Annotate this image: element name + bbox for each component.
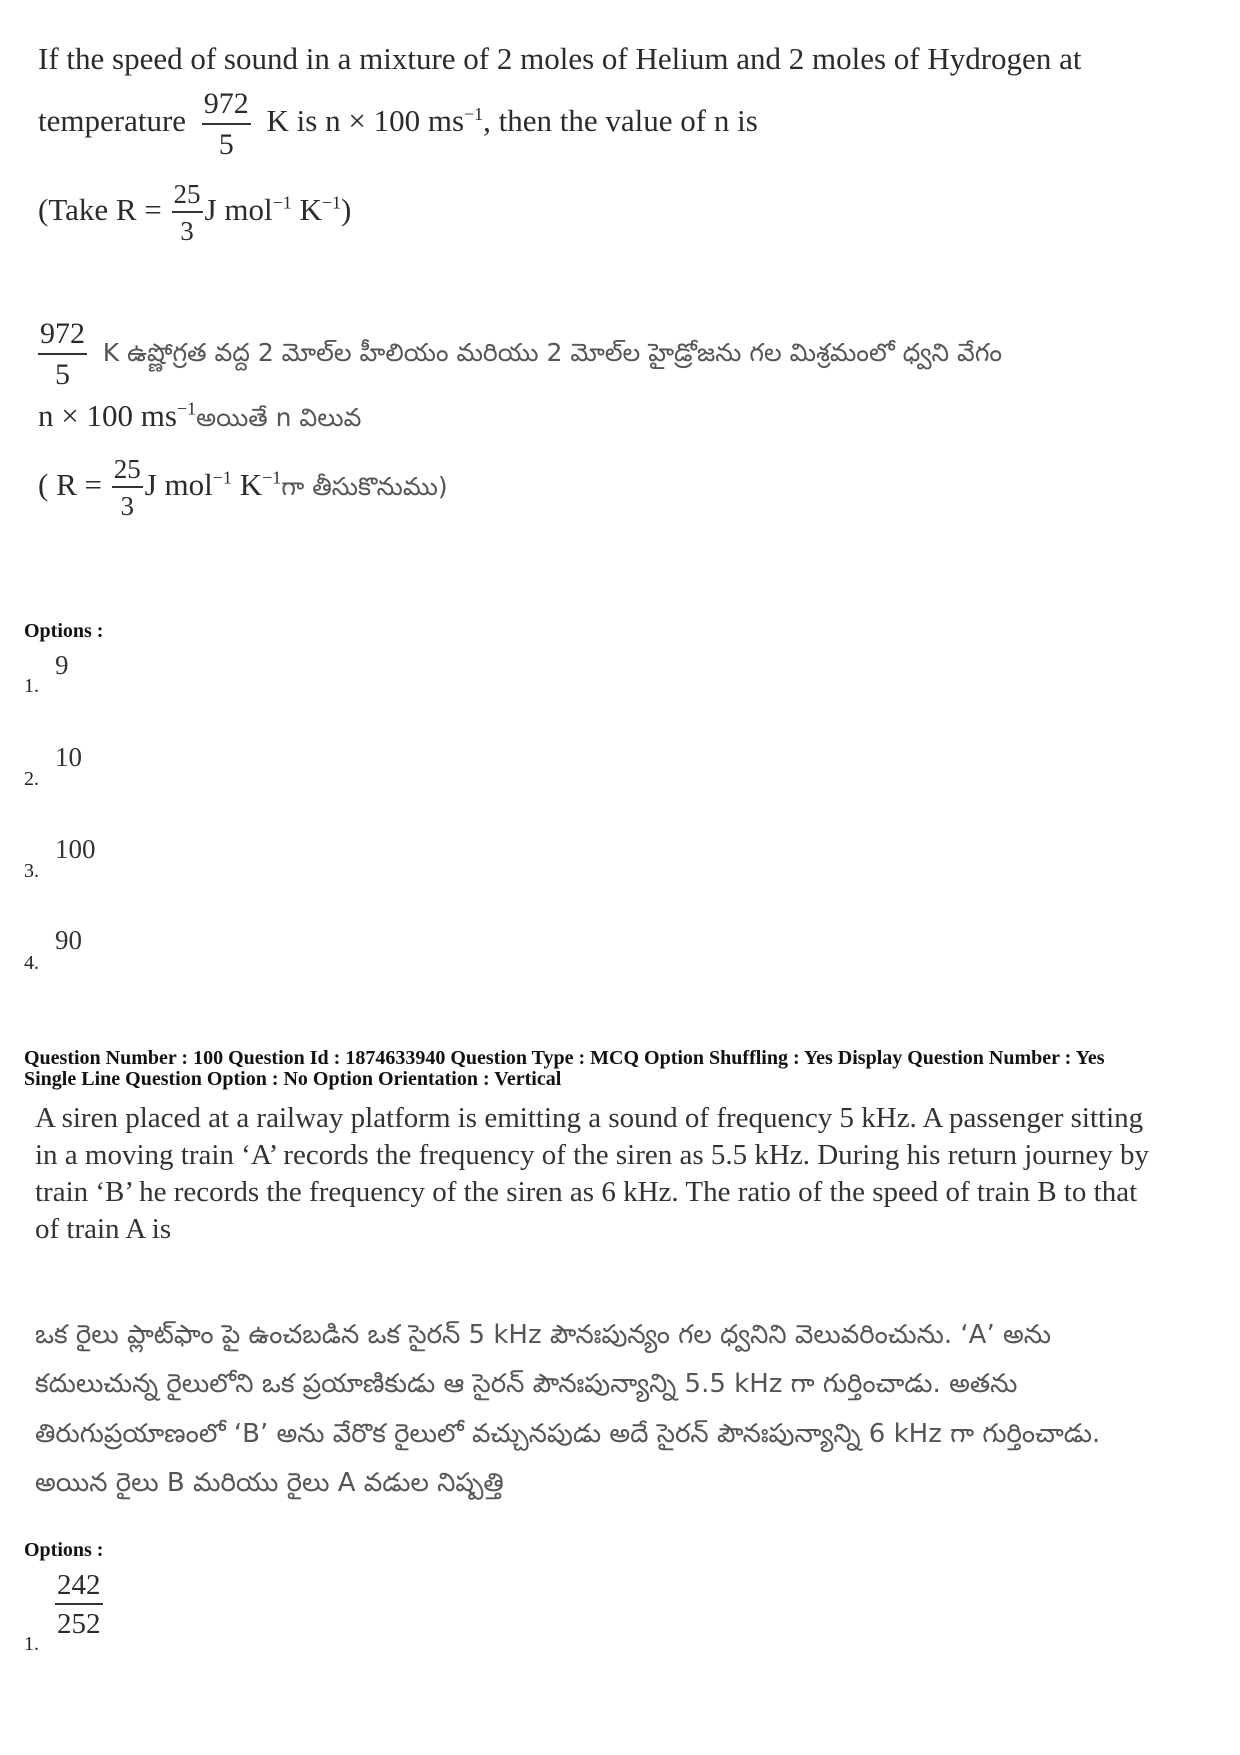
telugu-mol-exponent: −1 [212, 467, 232, 488]
option-1-value: 9 [55, 650, 69, 680]
temperature-fraction [202, 88, 251, 160]
r-fraction [172, 180, 203, 246]
temperature-label: temperature [38, 103, 187, 139]
telugu-take-text: గా తీసుకొనుము) [281, 471, 448, 501]
temperature-denominator: 5 [218, 127, 234, 161]
mol-exponent: −1 [272, 192, 292, 213]
telugu-line-1 [38, 318, 1002, 390]
ms-exponent: −1 [464, 103, 484, 124]
telugu-r-denominator: 3 [120, 491, 134, 522]
r-denominator: 3 [180, 216, 194, 247]
question-end: , then the value of n is [483, 103, 758, 139]
telugu-r-fraction [112, 455, 143, 521]
temperature-numerator: 972 [202, 88, 251, 125]
temperature-unit: K is n × 100 ms [266, 103, 465, 139]
r-unit: J mol [204, 191, 273, 227]
telugu-r-numerator: 25 [112, 455, 143, 488]
option-4-number: 4. [24, 952, 39, 974]
option-3-value: 100 [55, 834, 96, 864]
gas-constant-line [38, 180, 351, 246]
close-paren: ) [341, 191, 352, 227]
telugu-ms-exponent: −1 [176, 398, 197, 419]
option-2-value: 10 [55, 742, 82, 772]
question-2-telugu-text: ఒక రైలు ప్లాట్‌ఫాం పై ఉంచబడిన ఒక సైరన్ 5 kHz పౌనఃపున్యం గల ధ్వనిని వెలువరించును. ‘A’ అను కదులుచున్న రైలులోని ఒక ప్రయాణికుడు ఆ సైరన్ పౌనఃపున్యాన్ని 5.5 kHz గా గుర్తించాడు. అతను తిరుగుప్రయాణంలో ‘B’ అను వేరొక రైలులో వచ్చునపుడు అదే సైరన్ పౌనఃపున్యాన్ని 6 kHz గా గుర్తించాడు. అయిన రైలు B మరియు రైలు A వడుల నిష్పత్తి [35, 1320, 1101, 1499]
telugu-temperature-fraction [38, 318, 87, 390]
telugu-r-label: ( R = [38, 466, 102, 502]
option-2-number: 2. [24, 768, 39, 790]
kelvin-exponent: −1 [321, 192, 342, 213]
telugu-gas-constant-line [38, 455, 448, 521]
option-4-value: 90 [55, 925, 82, 955]
telugu-r-unit: J mol [144, 466, 213, 502]
take-r-label: (Take R = [38, 191, 162, 227]
telugu-kelvin-unit: K [231, 466, 263, 502]
telugu-value-label: అయితే n విలువ [196, 403, 362, 432]
question-metadata-line-2: Single Line Question Option : No Option Orientation : Vertical [24, 1068, 562, 1090]
option-3-number: 3. [24, 860, 39, 882]
question-line-1 [38, 40, 1081, 77]
question-text: If the speed of sound in a mixture of 2 moles of Helium and 2 moles of Hydrogen at [38, 41, 1082, 76]
telugu-line-2 [38, 397, 361, 434]
telugu-kelvin-exponent: −1 [262, 467, 282, 488]
question-metadata-line-1: Question Number : 100 Question Id : 1874633940 Question Type : MCQ Option Shuffling : Yes Display Question Number : Yes [24, 1047, 1105, 1069]
telugu-speed-expression: n × 100 ms [38, 398, 177, 433]
temperature-line [38, 88, 758, 160]
question-2-options-label: Options : [24, 1539, 104, 1561]
kelvin-unit: K [291, 191, 322, 227]
telugu-temperature-numerator: 972 [38, 318, 87, 355]
question-2-english-text: A siren placed at a railway platform is emitting a sound of frequency 5 kHz. A passenger sitting in a moving train ‘A’ records the frequency of the siren as 5.5 kHz. During his return journey by train ‘B’ he records the frequency of the siren as 6 kHz. The ratio of the speed of train B to that of train A is [35, 1102, 1150, 1246]
option-1-numerator: 242 [55, 1570, 103, 1605]
r-numerator: 25 [172, 180, 203, 213]
option-1-fraction [55, 1570, 103, 1640]
options-label: Options : [24, 620, 104, 642]
telugu-question-text: K ఉష్ణోగ్రత వద్ద 2 మోల్‌ల హీలియం మరియు 2 మోల్‌ల హైడ్రోజను గల మిశ్రమంలో ధ్వని వేగం [102, 338, 1003, 368]
telugu-temperature-denominator: 5 [55, 357, 70, 391]
option-1-denominator: 252 [57, 1608, 101, 1641]
question-2-option-1-number: 1. [24, 1633, 39, 1655]
option-1-number: 1. [24, 675, 39, 697]
